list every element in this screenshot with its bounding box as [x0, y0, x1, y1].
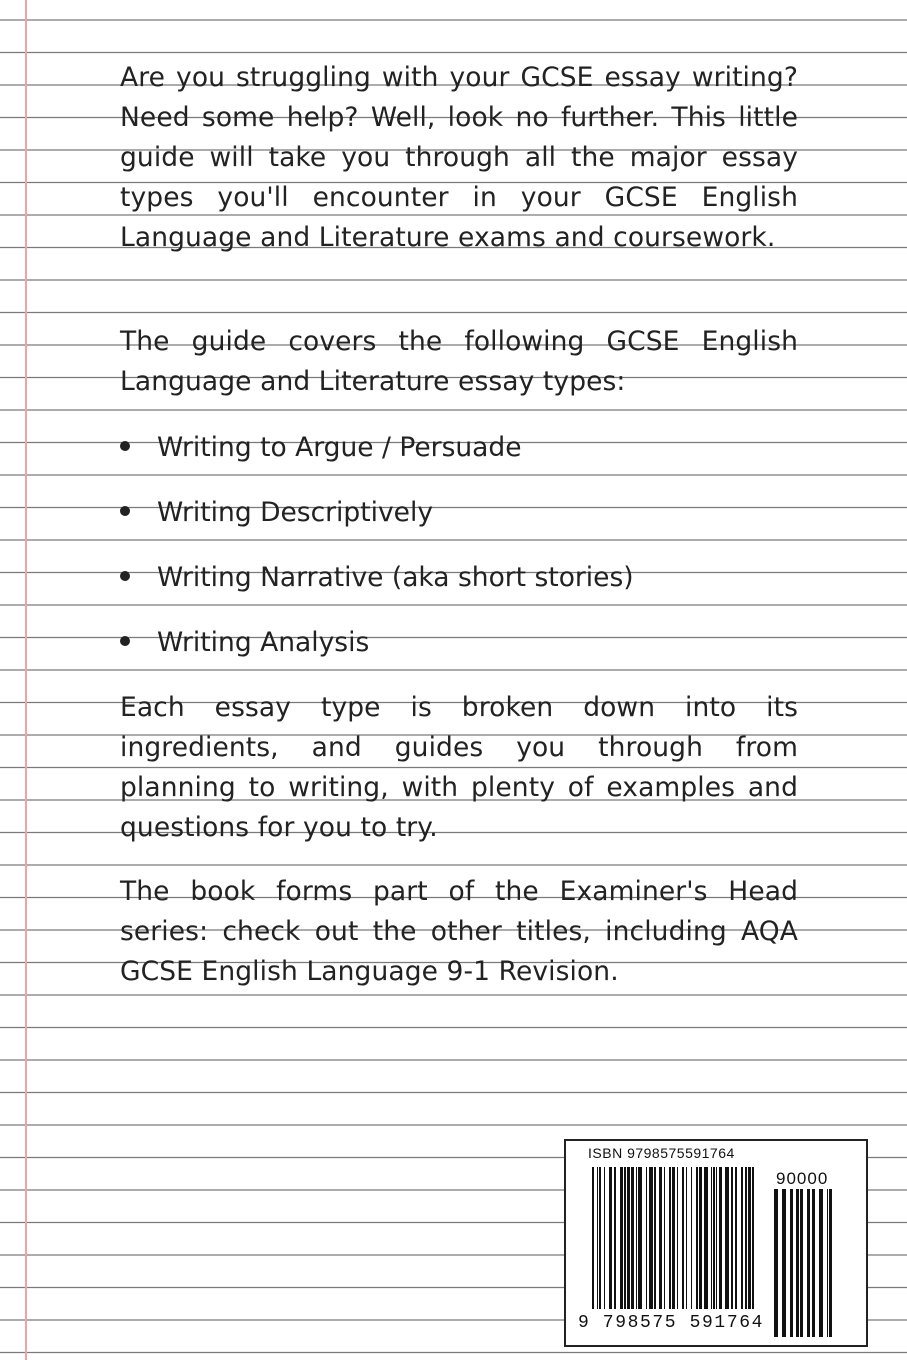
barcode-bar: [735, 1167, 737, 1309]
barcode-bar: [725, 1167, 729, 1309]
barcode-bar: [748, 1167, 751, 1309]
barcode-bar: [638, 1167, 642, 1309]
essay-type-label: Writing to Argue / Persuade: [157, 432, 522, 463]
barcode-bar: [672, 1167, 675, 1309]
barcode-bar: [604, 1167, 605, 1309]
barcode-bar: [699, 1167, 702, 1309]
barcode-bar: [696, 1167, 698, 1309]
addon-barcode: [774, 1189, 832, 1337]
barcode-bar: [807, 1189, 810, 1337]
barcode-bar: [800, 1189, 803, 1337]
barcode-bar: [704, 1167, 708, 1309]
essay-type-label: Writing Descriptively: [157, 497, 434, 528]
bullet-icon: [120, 636, 130, 646]
list-item: [120, 623, 369, 663]
series-paragraph: The book forms part of the Examiner's Head series: check out the other titles, including AQA GCSE English Language 9-1 Revision.: [120, 876, 798, 987]
barcode-bar: [597, 1167, 598, 1309]
list-item: [120, 493, 433, 533]
list-item: [120, 428, 522, 468]
barcode-bar: [624, 1167, 626, 1309]
essay-type-label: Writing Analysis: [157, 627, 370, 658]
barcode-bar: [691, 1167, 692, 1309]
barcode-bar: [719, 1167, 722, 1309]
breakdown-paragraph: Each essay type is broken down into its ingredients, and guides you through from planning to writing, with plenty of examples and questions for you to try.: [120, 692, 798, 843]
barcode-bar: [654, 1167, 656, 1309]
barcode-bar: [745, 1167, 747, 1309]
barcode-bar: [829, 1189, 832, 1337]
bullet-icon: [120, 441, 130, 451]
barcode-bar: [812, 1189, 815, 1337]
barcode-bar: [664, 1167, 665, 1309]
barcode-bar: [669, 1167, 671, 1309]
barcode-bar: [827, 1189, 828, 1337]
covers-paragraph: The guide covers the following GCSE English Language and Literature essay types:: [120, 326, 798, 397]
barcode-bar: [636, 1167, 637, 1309]
barcode-bar: [659, 1167, 662, 1309]
main-barcode: [592, 1167, 754, 1309]
barcode-bar: [599, 1167, 601, 1309]
barcode-bar: [819, 1189, 823, 1337]
barcode-bar: [627, 1167, 630, 1309]
bullet-icon: [120, 571, 130, 581]
list-item: [120, 558, 634, 598]
barcode-bar: [741, 1167, 743, 1309]
barcode-bar: [609, 1167, 612, 1309]
intro-paragraph: Are you struggling with your GCSE essay writing? Need some help? Well, look no further. This little guide will take you through all the major essay types you'll encounter in your GCSE English Language and Literature exams and coursework.: [120, 62, 798, 253]
barcode-bar: [620, 1167, 623, 1309]
barcode-bar: [677, 1167, 678, 1309]
price-code: 90000: [776, 1169, 829, 1188]
barcode-bar: [631, 1167, 634, 1309]
barcode-bar: [713, 1167, 715, 1309]
isbn-digits: 9 798575 591764: [578, 1313, 765, 1333]
barcode-bar: [774, 1189, 778, 1337]
barcode-bar: [649, 1167, 653, 1309]
bullet-icon: [120, 506, 130, 516]
isbn-label: ISBN 9798575591764: [588, 1145, 735, 1161]
barcode-bar: [790, 1189, 793, 1337]
barcode-bar: [614, 1167, 616, 1309]
barcode-bar: [731, 1167, 733, 1309]
essay-type-label: Writing Narrative (aka short stories): [157, 562, 634, 593]
barcode-bar: [682, 1167, 684, 1309]
barcode-bar: [646, 1167, 647, 1309]
barcode-bar: [592, 1167, 594, 1309]
barcode-bar: [716, 1167, 717, 1309]
barcode-bar: [796, 1189, 799, 1337]
barcode-bar: [782, 1189, 786, 1337]
barcode-bar: [686, 1167, 687, 1309]
barcode-bar: [711, 1167, 712, 1309]
barcode-bar: [752, 1167, 754, 1309]
isbn-barcode: [564, 1139, 868, 1347]
